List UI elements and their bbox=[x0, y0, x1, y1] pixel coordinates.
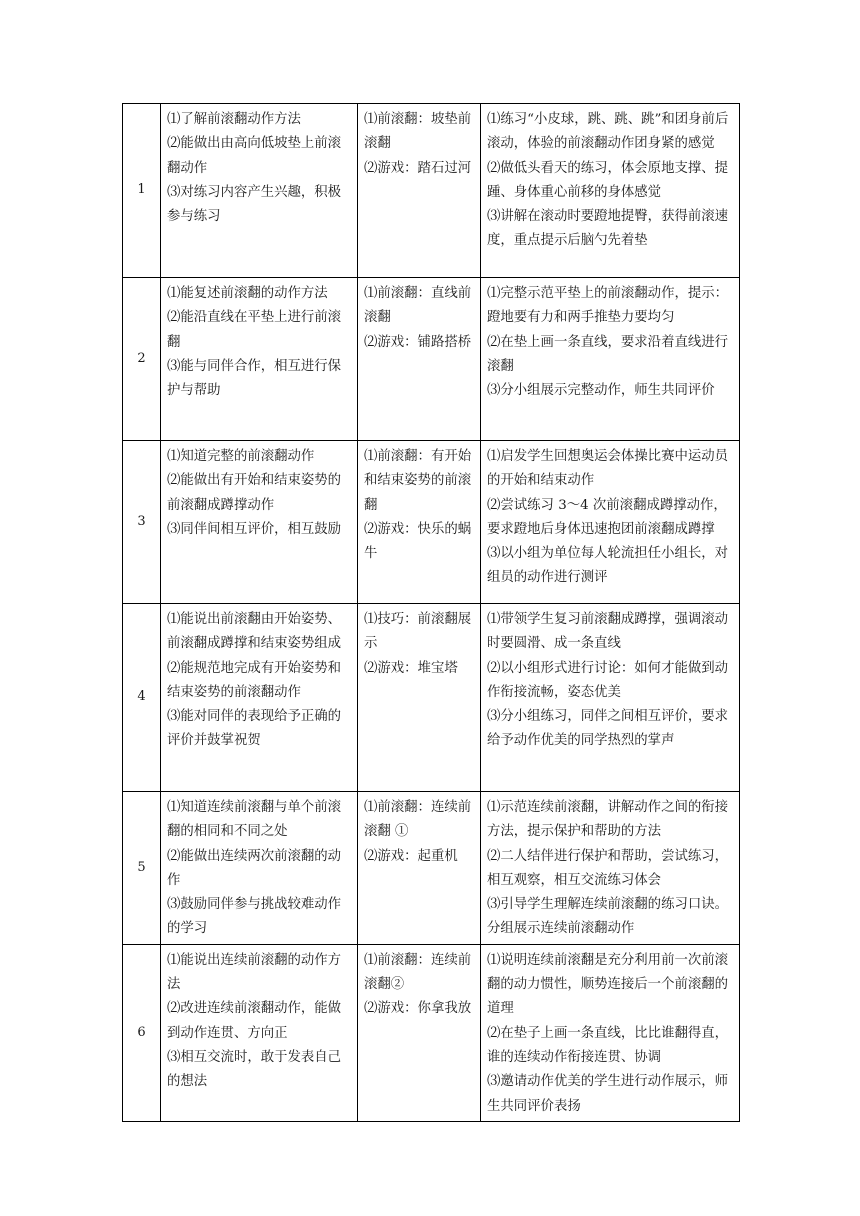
lesson-content-cell bbox=[358, 944, 481, 1121]
lesson-content-cell bbox=[358, 441, 481, 604]
teaching-methods-cell bbox=[481, 944, 740, 1121]
goal-item: ⑵能做出有开始和结束姿势的前滚翻成蹲撑动作 bbox=[167, 473, 342, 513]
learning-goals-cell bbox=[161, 278, 358, 441]
method-item: ⑵以小组形式进行讨论：如何才能做到动作衔接流畅，姿态优美 bbox=[487, 660, 729, 700]
content-item: ⑵游戏：起重机 bbox=[364, 848, 458, 864]
method-item: ⑴说明连续前滚翻是充分利用前一次前滚翻的动力惯性，顺势连接后一个前滚翻的道理 bbox=[487, 952, 729, 1017]
method-item: ⑴完整示范平垫上的前滚翻动作，提示：蹬地要有力和两手推垫力要均匀 bbox=[487, 286, 729, 326]
lesson-number: 3 bbox=[123, 441, 161, 604]
method-item: ⑶讲解在滚动时要蹬地提臀，获得前滚速度，重点提示后脑勺先着垫 bbox=[487, 209, 729, 249]
goal-item: ⑴能说出连续前滚翻的动作方法 bbox=[167, 952, 342, 993]
lesson-number: 1 bbox=[123, 104, 161, 278]
method-item: ⑶以小组为单位每人轮流担任小组长，对组员的动作进行测评 bbox=[487, 546, 729, 586]
method-item: ⑵二人结伴进行保护和帮助，尝试练习，相互观察，相互交流练习体会 bbox=[487, 848, 729, 888]
goal-item: ⑵能做出连续两次前滚翻的动作 bbox=[167, 848, 342, 888]
goal-item: ⑶相互交流时，敢于发表自己的想法 bbox=[167, 1049, 342, 1090]
method-item: ⑴练习“小皮球，跳、跳、跳”和团身前后滚动，体验的前滚翻动作团身紧的感觉 bbox=[487, 112, 729, 152]
goal-item: ⑴了解前滚翻动作方法 bbox=[167, 112, 301, 127]
goal-item: ⑴知道完整的前滚翻动作 bbox=[167, 449, 315, 464]
lesson-content-cell bbox=[358, 792, 481, 945]
table-row bbox=[123, 104, 740, 278]
goal-item: ⑵能做出由高向低坡垫上前滚翻动作 bbox=[167, 136, 342, 176]
teaching-methods-cell bbox=[481, 104, 740, 278]
learning-goals-cell bbox=[161, 944, 358, 1121]
teaching-methods-cell bbox=[481, 278, 740, 441]
goal-item: ⑴能说出前滚翻由开始姿势、前滚翻成蹲撑和结束姿势组成 bbox=[167, 612, 342, 652]
method-item: ⑴带领学生复习前滚翻成蹲撑，强调滚动时要圆滑、成一条直线 bbox=[487, 612, 729, 652]
teaching-methods-cell bbox=[481, 792, 740, 945]
learning-goals-cell bbox=[161, 604, 358, 792]
teaching-methods-cell bbox=[481, 441, 740, 604]
method-item: ⑶分小组练习，同伴之间相互评价，要求给予动作优美的同学热烈的掌声 bbox=[487, 709, 729, 749]
method-item: ⑵在垫上画一条直线，要求沿着直线进行滚翻 bbox=[487, 334, 729, 374]
method-item: ⑴启发学生回想奥运会体操比赛中运动员的开始和结束动作 bbox=[487, 449, 729, 489]
learning-goals-cell bbox=[161, 441, 358, 604]
table-row bbox=[123, 792, 740, 945]
lesson-content-cell bbox=[358, 104, 481, 278]
lesson-content-cell bbox=[358, 278, 481, 441]
goal-item: ⑶同伴间相互评价，相互鼓励 bbox=[167, 521, 342, 537]
content-item: ⑴前滚翻：坡垫前滚翻 bbox=[364, 112, 472, 152]
content-item: ⑴技巧：前滚翻展示 bbox=[364, 612, 472, 652]
goal-item: ⑵能沿直线在平垫上进行前滚翻 bbox=[167, 310, 342, 350]
method-item: ⑵在垫子上画一条直线，比比谁翻得直，谁的连续动作衔接连贯、协调 bbox=[487, 1025, 729, 1065]
lesson-number: 5 bbox=[123, 792, 161, 945]
content-item: ⑴前滚翻：直线前滚翻 bbox=[364, 286, 472, 326]
lesson-number: 4 bbox=[123, 604, 161, 792]
teaching-methods-cell bbox=[481, 604, 740, 792]
goal-item: ⑶鼓励同伴参与挑战较难动作的学习 bbox=[167, 897, 342, 937]
goal-item: ⑶能对同伴的表现给予正确的评价并鼓掌祝贺 bbox=[167, 709, 342, 749]
goal-item: ⑶能与同伴合作，相互进行保护与帮助 bbox=[167, 358, 342, 399]
table-row bbox=[123, 944, 740, 1121]
method-item: ⑵尝试练习 3～4 次前滚翻成蹲撑动作，要求蹬地后身体迅速抱团前滚翻成蹲撑 bbox=[487, 497, 727, 537]
goal-item: ⑴知道连续前滚翻与单个前滚翻的相同和不同之处 bbox=[167, 800, 342, 840]
content-item: ⑵游戏：铺路搭桥 bbox=[364, 334, 472, 350]
content-item: ⑵游戏：堆宝塔 bbox=[364, 660, 458, 676]
method-item: ⑴示范连续前滚翻，讲解动作之间的衔接方法，提示保护和帮助的方法 bbox=[487, 800, 729, 840]
lesson-number: 2 bbox=[123, 278, 161, 441]
content-item: ⑴前滚翻：有开始和结束姿势的前滚翻 bbox=[364, 449, 472, 513]
goal-item: ⑴能复述前滚翻的动作方法 bbox=[167, 286, 328, 301]
learning-goals-cell bbox=[161, 104, 358, 278]
learning-goals-cell bbox=[161, 792, 358, 945]
content-item: ⑴前滚翻：连续前滚翻 ① bbox=[364, 800, 472, 840]
method-item: ⑶邀请动作优美的学生进行动作展示，师生共同评价表扬 bbox=[487, 1074, 729, 1114]
lesson-number: 6 bbox=[123, 944, 161, 1121]
lesson-plan-table bbox=[122, 103, 740, 1122]
goal-item: ⑶对练习内容产生兴趣，积极参与练习 bbox=[167, 184, 342, 225]
method-item: ⑵做低头看天的练习，体会原地支撑、提踵、身体重心前移的身体感觉 bbox=[487, 160, 729, 200]
table-row bbox=[123, 278, 740, 441]
content-item: ⑴前滚翻：连续前滚翻② bbox=[364, 952, 472, 993]
content-item: ⑵游戏：你拿我放 bbox=[364, 1001, 472, 1017]
content-item: ⑵游戏：快乐的蜗牛 bbox=[364, 521, 472, 562]
method-item: ⑶分小组展示完整动作，师生共同评价 bbox=[487, 383, 715, 399]
table-row bbox=[123, 604, 740, 792]
lesson-content-cell bbox=[358, 604, 481, 792]
goal-item: ⑵改进连续前滚翻动作，能做到动作连贯、方向正 bbox=[167, 1001, 342, 1041]
content-item: ⑵游戏：踏石过河 bbox=[364, 160, 472, 176]
table-body bbox=[123, 104, 740, 1122]
table-row bbox=[123, 441, 740, 604]
goal-item: ⑵能规范地完成有开始姿势和结束姿势的前滚翻动作 bbox=[167, 660, 342, 700]
method-item: ⑶引导学生理解连续前滚翻的练习口诀。分组展示连续前滚翻动作 bbox=[487, 897, 729, 937]
